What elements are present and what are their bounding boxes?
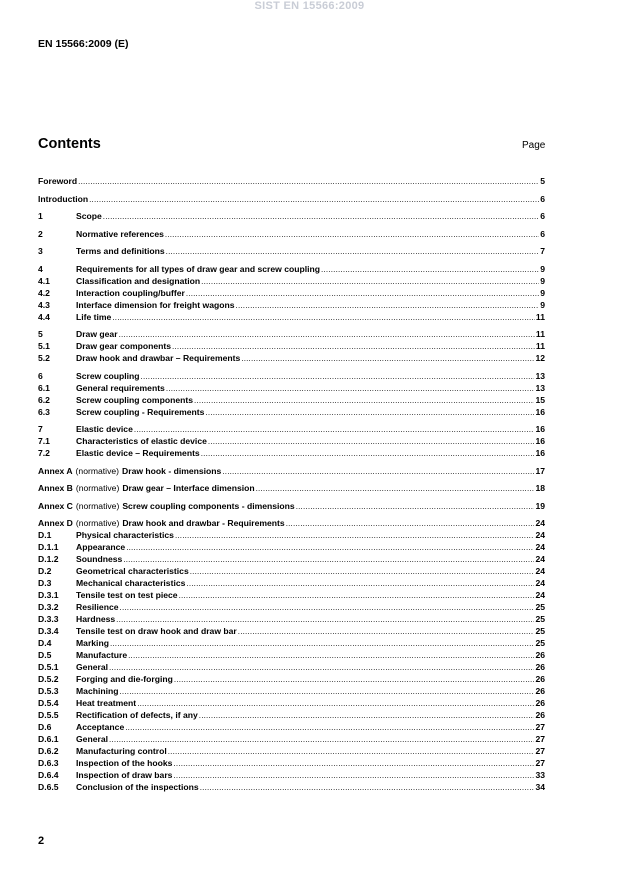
toc-entry-page: 12 <box>535 353 545 363</box>
toc-entry-number: 2 <box>38 228 43 239</box>
toc-annex-label: Annex C <box>38 500 73 511</box>
watermark: SIST EN 15566:2009 <box>254 0 365 12</box>
toc-entry-page: 25 <box>535 602 545 612</box>
toc-entry-title: Inspection of draw bars <box>76 770 173 780</box>
page-title: Contents <box>38 136 101 152</box>
toc-entry-page: 26 <box>535 710 545 720</box>
toc-entry[interactable] <box>38 423 545 435</box>
toc-entry[interactable] <box>38 661 545 673</box>
toc-entry[interactable] <box>38 721 545 733</box>
toc-entry-number: D.5 <box>38 650 52 660</box>
toc-entry-title: Interaction coupling/buffer <box>76 287 185 298</box>
toc-leader-dots <box>166 246 540 257</box>
toc-entry-page: 7 <box>540 246 545 256</box>
toc-entry[interactable] <box>38 625 545 637</box>
toc-group <box>38 210 545 222</box>
toc-entry-page: 24 <box>535 542 545 552</box>
toc-entry[interactable] <box>38 745 545 757</box>
table-of-contents <box>38 175 545 799</box>
toc-group <box>38 193 545 205</box>
toc-leader-dots <box>119 329 535 340</box>
toc-entry-title: Manufacture <box>76 650 128 660</box>
toc-entry-title: Introduction <box>38 193 89 204</box>
toc-entry-title: Machining <box>76 686 119 696</box>
toc-entry-number: D.1 <box>38 530 52 540</box>
toc-annex-entry[interactable] <box>38 500 545 512</box>
toc-entry-page: 11 <box>535 341 545 351</box>
toc-entry-number: D.3.4 <box>38 626 59 636</box>
toc-entry[interactable] <box>38 275 545 287</box>
toc-entry-title: Characteristics of elastic device <box>76 436 207 446</box>
toc-leader-dots <box>296 501 535 512</box>
toc-entry[interactable] <box>38 311 545 323</box>
toc-entry[interactable] <box>38 228 545 240</box>
toc-entry-number: D.5.2 <box>38 674 59 684</box>
toc-entry-number: 5 <box>38 329 43 339</box>
toc-leader-dots <box>236 300 540 311</box>
page-number: 2 <box>38 835 45 847</box>
toc-entry-page: 9 <box>540 263 545 274</box>
toc-entry-page: 27 <box>535 746 545 756</box>
toc-entry-page: 11 <box>535 329 545 339</box>
toc-leader-dots <box>116 614 534 625</box>
toc-annex-label: Annex B <box>38 483 73 493</box>
toc-entry-page: 6 <box>540 228 545 239</box>
toc-entry[interactable] <box>38 577 545 589</box>
toc-entry-title: Screw coupling <box>76 370 140 381</box>
toc-entry[interactable] <box>38 406 545 418</box>
toc-entry-title: Forging and die-forging <box>76 674 173 684</box>
toc-entry-number: 3 <box>38 246 43 256</box>
toc-entry-title: Mechanical characteristics <box>76 578 186 588</box>
toc-entry[interactable] <box>38 589 545 601</box>
toc-entry-page: 9 <box>540 275 545 286</box>
toc-entry-number: 6.2 <box>38 394 50 405</box>
toc-entry-title: Manufacturing control <box>76 746 167 756</box>
toc-entry[interactable] <box>38 709 545 721</box>
toc-entry-page: 24 <box>535 590 545 600</box>
toc-entry[interactable] <box>38 529 545 541</box>
toc-entry-title: Terms and definitions <box>76 246 165 256</box>
toc-entry-title: Draw hook and drawbar – Requirements <box>76 353 241 363</box>
toc-leader-dots <box>125 722 534 733</box>
toc-entry-title: Heat treatment <box>76 698 137 708</box>
toc-entry[interactable] <box>38 541 545 553</box>
toc-leader-dots <box>201 448 535 459</box>
toc-entry-number: D.3.2 <box>38 602 59 612</box>
toc-entry-number: D.5.4 <box>38 698 59 708</box>
toc-entry[interactable] <box>38 565 545 577</box>
toc-group <box>38 263 545 323</box>
toc-leader-dots <box>128 650 534 661</box>
toc-leader-dots <box>173 758 534 769</box>
toc-entry-number: D.3.3 <box>38 614 59 624</box>
toc-entry-title: Foreword <box>38 176 78 186</box>
page-column-label: Page <box>522 140 546 151</box>
document-header: EN 15566:2009 (E) <box>38 38 129 50</box>
toc-group <box>38 465 545 477</box>
toc-entry-page: 25 <box>535 614 545 624</box>
toc-entry[interactable] <box>38 210 545 222</box>
toc-entry-number: 7.2 <box>38 448 50 458</box>
toc-leader-dots <box>208 436 535 447</box>
toc-entry-page: 27 <box>535 722 545 732</box>
toc-entry-title: Hardness <box>76 614 116 624</box>
toc-leader-dots <box>141 371 535 382</box>
toc-leader-dots <box>241 353 534 364</box>
toc-entry-page: 25 <box>535 626 545 636</box>
toc-entry[interactable] <box>38 370 545 382</box>
toc-leader-dots <box>109 734 534 745</box>
toc-leader-dots <box>168 746 535 757</box>
toc-entry-number: 6.1 <box>38 382 50 393</box>
toc-entry[interactable] <box>38 394 545 406</box>
toc-entry-title: Resilience <box>76 602 119 612</box>
toc-entry-title: Life time <box>76 311 112 322</box>
toc-leader-dots <box>194 395 534 406</box>
toc-entry-title: Rectification of defects, if any <box>76 710 198 720</box>
toc-entry-page: 16 <box>535 448 545 458</box>
toc-leader-dots <box>179 590 535 601</box>
toc-leader-dots <box>190 566 535 577</box>
toc-entry-page: 27 <box>535 734 545 744</box>
toc-entry-number: D.3.1 <box>38 590 59 600</box>
toc-group <box>38 517 545 793</box>
toc-entry-page: 13 <box>535 382 545 393</box>
toc-entry[interactable] <box>38 352 545 364</box>
toc-leader-dots <box>205 407 534 418</box>
toc-entry-title: Tensile test on draw hook and draw bar <box>76 626 237 636</box>
toc-entry-number: D.6.3 <box>38 758 59 768</box>
toc-entry[interactable] <box>38 757 545 769</box>
toc-annex-label: Annex A <box>38 465 73 476</box>
toc-entry[interactable] <box>38 601 545 613</box>
toc-entry-page: 26 <box>535 674 545 684</box>
toc-entry-title: General <box>76 734 109 744</box>
toc-leader-dots <box>238 626 535 637</box>
toc-entry-number: 4.3 <box>38 299 50 310</box>
toc-entry-number: 7 <box>38 424 43 434</box>
toc-annex-entry[interactable] <box>38 465 545 477</box>
toc-entry[interactable] <box>38 287 545 299</box>
toc-annex-normative: (normative) <box>75 518 120 528</box>
toc-entry-page: 16 <box>535 406 545 417</box>
toc-entry-title: Conclusion of the inspections <box>76 782 199 792</box>
toc-group <box>38 500 545 512</box>
toc-leader-dots <box>200 782 535 793</box>
toc-leader-dots <box>137 698 534 709</box>
toc-entry-number: D.1.2 <box>38 554 59 564</box>
toc-entry[interactable] <box>38 637 545 649</box>
toc-entry-title: Elastic device <box>76 424 133 434</box>
toc-leader-dots <box>222 466 534 477</box>
toc-leader-dots <box>109 662 534 673</box>
toc-entry-number: D.6.1 <box>38 734 59 744</box>
toc-entry-title: Inspection of the hooks <box>76 758 173 768</box>
toc-group <box>38 245 545 257</box>
toc-group <box>38 175 545 187</box>
toc-leader-dots <box>186 288 539 299</box>
toc-entry[interactable] <box>38 435 545 447</box>
toc-entry-number: 5.1 <box>38 341 50 351</box>
toc-entry-title: Draw hook and drawbar - Requirements <box>122 518 285 528</box>
toc-entry-page: 6 <box>540 193 545 204</box>
toc-entry-page: 6 <box>540 211 545 221</box>
toc-leader-dots <box>110 638 534 649</box>
toc-entry-title: Draw gear – Interface dimension <box>122 483 255 493</box>
toc-entry-number: D.6.4 <box>38 770 59 780</box>
toc-leader-dots <box>165 229 539 240</box>
toc-entry-number: D.6 <box>38 722 52 732</box>
toc-entry-number: D.6.5 <box>38 782 59 792</box>
toc-entry-title: Draw gear components <box>76 341 172 351</box>
toc-leader-dots <box>166 383 535 394</box>
toc-leader-dots <box>134 424 535 435</box>
toc-entry-number: 7.1 <box>38 436 50 446</box>
toc-entry[interactable] <box>38 769 545 781</box>
toc-entry-page: 13 <box>535 370 545 381</box>
toc-group <box>38 423 545 459</box>
toc-entry-page: 9 <box>540 299 545 310</box>
toc-entry[interactable] <box>38 781 545 793</box>
toc-leader-dots <box>120 686 535 697</box>
toc-leader-dots <box>172 341 535 352</box>
toc-entry-page: 5 <box>540 176 545 186</box>
toc-group <box>38 228 545 240</box>
toc-annex-normative: (normative) <box>75 483 120 493</box>
toc-entry-number: D.2 <box>38 566 52 576</box>
toc-leader-dots <box>173 770 534 781</box>
toc-entry-page: 26 <box>535 650 545 660</box>
toc-entry-title: Screw coupling components <box>76 394 193 405</box>
toc-entry-number: 4.4 <box>38 311 50 322</box>
toc-entry[interactable] <box>38 299 545 311</box>
toc-entry-page: 9 <box>540 287 545 298</box>
toc-entry-title: Draw gear <box>76 329 118 339</box>
toc-entry-number: D.1.1 <box>38 542 59 552</box>
toc-entry-page: 11 <box>535 311 545 322</box>
toc-entry-number: 1 <box>38 211 43 221</box>
toc-entry[interactable] <box>38 175 545 187</box>
toc-entry[interactable] <box>38 263 545 275</box>
toc-entry-title: Acceptance <box>76 722 125 732</box>
toc-leader-dots <box>199 710 535 721</box>
toc-entry-page: 34 <box>535 782 545 792</box>
toc-entry-title: Requirements for all types of draw gear and screw coupling <box>76 263 321 274</box>
toc-entry-number: D.6.2 <box>38 746 59 756</box>
toc-entry-page: 24 <box>535 554 545 564</box>
toc-entry-number: 4.2 <box>38 287 50 298</box>
toc-entry[interactable] <box>38 649 545 661</box>
toc-entry-number: 4 <box>38 263 43 274</box>
toc-entry-number: D.5.3 <box>38 686 59 696</box>
toc-entry-page: 24 <box>535 578 545 588</box>
toc-entry-page: 19 <box>535 500 545 511</box>
toc-entry[interactable] <box>38 340 545 352</box>
toc-leader-dots <box>78 176 539 187</box>
toc-entry-title: Appearance <box>76 542 126 552</box>
toc-entry[interactable] <box>38 553 545 565</box>
toc-entry-number: 6 <box>38 370 43 381</box>
toc-entry-page: 17 <box>535 465 545 476</box>
toc-group <box>38 328 545 364</box>
toc-entry[interactable] <box>38 673 545 685</box>
toc-entry-title: General <box>76 662 109 672</box>
toc-leader-dots <box>126 542 534 553</box>
toc-annex-entry[interactable] <box>38 517 545 529</box>
toc-entry[interactable] <box>38 193 545 205</box>
toc-leader-dots <box>174 674 535 685</box>
toc-entry-page: 24 <box>535 518 545 528</box>
toc-entry-title: Draw hook - dimensions <box>122 465 222 476</box>
toc-entry-title: Marking <box>76 638 109 648</box>
toc-leader-dots <box>120 602 535 613</box>
toc-entry-page: 27 <box>535 758 545 768</box>
toc-entry[interactable] <box>38 447 545 459</box>
toc-entry-page: 26 <box>535 686 545 696</box>
toc-entry-title: Classification and designation <box>76 275 201 286</box>
toc-entry-page: 33 <box>535 770 545 780</box>
toc-entry-page: 26 <box>535 662 545 672</box>
toc-entry-title: Interface dimension for freight wagons <box>76 299 235 310</box>
toc-annex-normative: (normative) <box>75 500 120 511</box>
toc-entry[interactable] <box>38 685 545 697</box>
toc-entry-page: 26 <box>535 698 545 708</box>
toc-entry-number: D.3 <box>38 578 52 588</box>
toc-entry-title: Normative references <box>76 228 164 239</box>
toc-entry-title: Elastic device – Requirements <box>76 448 200 458</box>
toc-entry-number: D.4 <box>38 638 52 648</box>
toc-entry-page: 16 <box>535 436 545 446</box>
toc-entry[interactable] <box>38 697 545 709</box>
toc-leader-dots <box>112 312 535 323</box>
toc-entry-page: 24 <box>535 566 545 576</box>
toc-entry-page: 16 <box>535 424 545 434</box>
toc-leader-dots <box>201 276 539 287</box>
toc-entry-page: 18 <box>535 483 545 493</box>
toc-entry[interactable] <box>38 613 545 625</box>
toc-entry-title: Screw coupling - Requirements <box>76 406 205 417</box>
toc-entry-number: 5.2 <box>38 353 50 363</box>
toc-group <box>38 370 545 418</box>
toc-entry-number: 4.1 <box>38 275 50 286</box>
toc-entry-title: Soundness <box>76 554 123 564</box>
toc-entry-page: 24 <box>535 530 545 540</box>
toc-group <box>38 482 545 494</box>
toc-entry-title: Geometrical characteristics <box>76 566 189 576</box>
toc-leader-dots <box>175 530 535 541</box>
toc-entry-number: 6.3 <box>38 406 50 417</box>
toc-entry[interactable] <box>38 245 545 257</box>
toc-entry[interactable] <box>38 733 545 745</box>
toc-entry-page: 25 <box>535 638 545 648</box>
toc-leader-dots <box>89 194 539 205</box>
toc-entry-number: D.5.5 <box>38 710 59 720</box>
toc-leader-dots <box>321 264 539 275</box>
toc-entry-number: D.5.1 <box>38 662 59 672</box>
toc-entry-title: General requirements <box>76 382 165 393</box>
toc-entry[interactable] <box>38 328 545 340</box>
toc-leader-dots <box>286 518 535 529</box>
toc-entry[interactable] <box>38 382 545 394</box>
toc-entry-title: Scope <box>76 211 102 221</box>
toc-entry-title: Tensile test on test piece <box>76 590 178 600</box>
toc-leader-dots <box>256 483 535 494</box>
toc-annex-normative: (normative) <box>75 465 120 476</box>
toc-entry-title: Screw coupling components - dimensions <box>122 500 295 511</box>
toc-leader-dots <box>123 554 534 565</box>
toc-leader-dots <box>186 578 534 589</box>
toc-leader-dots <box>103 211 539 222</box>
toc-annex-label: Annex D <box>38 518 73 528</box>
toc-entry-title: Physical characteristics <box>76 530 174 540</box>
toc-entry-page: 15 <box>535 394 545 405</box>
toc-annex-entry[interactable] <box>38 482 545 494</box>
